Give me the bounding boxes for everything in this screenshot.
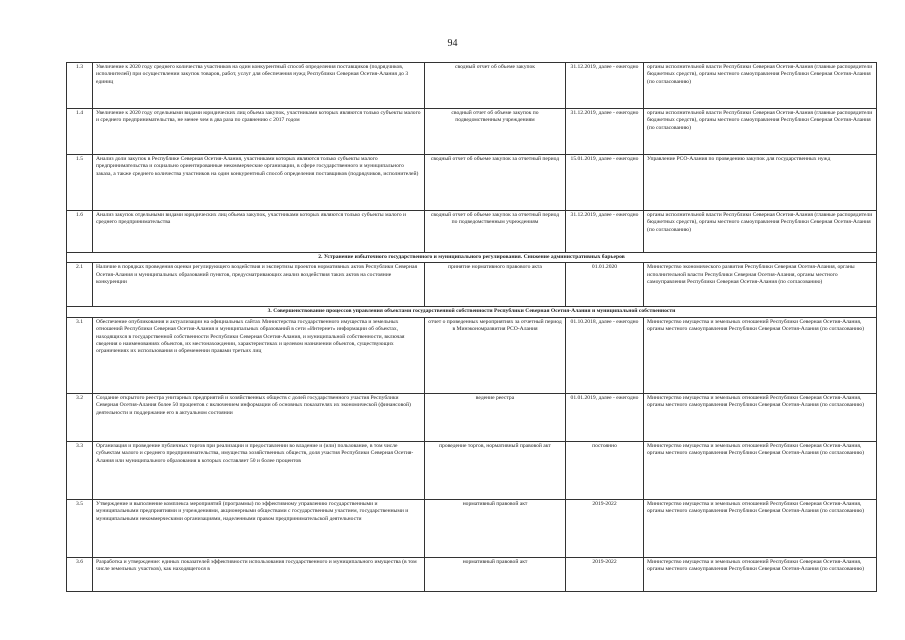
row-number: 1.3 <box>67 63 93 109</box>
deadline: 31.12.2019, далее - ежегодно <box>566 63 644 109</box>
table-row <box>67 441 877 499</box>
responsible-executors: органы исполнительной власти Республики Северная Осетия-Алания (главные распорядители бюджетных средств), органы местного самоуправления Республики Северная Осетия-Алания (по согласованию) <box>644 63 877 109</box>
measure-text: Утверждение и выполнение комплекса мероприятий (программы) по эффективному управлению государственными и муниципальными предприятиями и учреждениями, акционерными обществами с государственным участием, государственными и муниципальными некоммерческими организациями, наделенными правом предпринимательской деятельности <box>93 499 425 557</box>
section-header-row <box>67 253 877 263</box>
table-row <box>67 393 877 441</box>
table-row <box>67 155 877 211</box>
completion-form: нормативный правовой акт <box>425 499 566 557</box>
page-number: 94 <box>447 38 458 49</box>
deadline: 01.01.2020 <box>566 263 644 307</box>
row-number: 3.1 <box>67 317 93 393</box>
row-number: 3.2 <box>67 393 93 441</box>
plan-table <box>66 62 877 592</box>
completion-form: ведение реестра <box>425 393 566 441</box>
responsible-executors: Министерство имущества и земельных отношений Республики Северная Осетия-Алания, органы местного самоуправления Республики Северная Осетия-Алания (по согласованию) <box>644 441 877 499</box>
measure-text: Разработка и утверждение: единых показателей эффективности использования государственного и муниципального имущества (в том числе земельных участков), как находящегося в <box>93 557 425 591</box>
deadline: 01.10.2018, далее - ежегодно <box>566 317 644 393</box>
row-number: 1.5 <box>67 155 93 211</box>
responsible-executors: Управление РСО-Алания по проведению закупок для государственных нужд <box>644 155 877 211</box>
row-number: 3.3 <box>67 441 93 499</box>
measure-text: Создание открытого реестра унитарных предприятий и хозяйственных обществ с долей государственного участия Республики Северная Осетия-Алания более 50 процентов с включением информации об основных показателях их экономической (финансовой) деятельности и поддержание его в актуальном состоянии <box>93 393 425 441</box>
measure-text: Увеличение к 2020 году отдельными видами юридических лиц объема закупок, участниками которых являются только субъекты малого и среднего предпринимательства, не менее чем в два раза по сравнению с 2017 годом <box>93 109 425 155</box>
row-number: 3.6 <box>67 557 93 591</box>
measure-text: Обеспечение опубликования и актуализации на официальных сайтах Министерства государственного имущества и земельных отношений Республики Северная Осетия-Алания и муниципальных образований в сети «Интернет» информации об объектах, находящихся в государственной собственности Республики Северная Осетия-Алания, и муниципальной собственности, включая сведения о наименованиях объектов, их местонахождении, характеристиках и целевом назначении объектов, существующих ограничениях их использования и обременении правами третьих лиц <box>93 317 425 393</box>
table-row <box>67 211 877 253</box>
deadline: 15.01.2019, далее - ежегодно <box>566 155 644 211</box>
responsible-executors: Министерство имущества и земельных отношений Республики Северная Осетия-Алания, органы местного самоуправления Республики Северная Осетия-Алания (по согласованию) <box>644 557 877 591</box>
table-row <box>67 317 877 393</box>
completion-form: нормативный правовой акт <box>425 557 566 591</box>
measure-text: Анализ закупок отдельными видами юридических лиц объема закупок, участниками которых являются только субъекты малого и среднего предпринимательства <box>93 211 425 253</box>
completion-form: сводный отчет об объеме закупок <box>425 63 566 109</box>
table-row <box>67 263 877 307</box>
completion-form: принятие нормативного правового акта <box>425 263 566 307</box>
responsible-executors: Министерство имущества и земельных отношений Республики Северная Осетия-Алания, органы местного самоуправления Республики Северная Осетия-Алания (по согласованию) <box>644 393 877 441</box>
responsible-executors: Министерство имущества и земельных отношений Республики Северная Осетия-Алания, органы местного самоуправления Республики Северная Осетия-Алания (по согласованию) <box>644 317 877 393</box>
responsible-executors: Министерство имущества и земельных отношений Республики Северная Осетия-Алания, органы местного самоуправления Республики Северная Осетия-Алания (по согласованию) <box>644 499 877 557</box>
completion-form: отчет о проведенных мероприятиях за отчетный период в Минэкономразвития РСО-Алания <box>425 317 566 393</box>
completion-form: сводный отчет об объеме закупок за отчетный период <box>425 155 566 211</box>
table-row <box>67 557 877 591</box>
section-title: 3. Совершенствование процессов управления объектами государственной собственности Республики Северная Осетия-Алания и муниципальной собственности <box>67 307 877 317</box>
deadline: 31.12.2019, далее - ежегодно <box>566 211 644 253</box>
measure-text: Анализ доли закупок в Республике Северная Осетия-Алания, участниками которых являются только субъекты малого предпринимательства и социально ориентированные некоммерческие организации, в сфере государственного и муниципального заказа, а также среднего количества участников на один конкурентный способ определения поставщиков (подрядчиков, исполнителей) <box>93 155 425 211</box>
section-title: 2. Устранение избыточного государственного и муниципального регулирования. Снижение административных барьеров <box>67 253 877 263</box>
completion-form: проведение торгов, нормативный правовой акт <box>425 441 566 499</box>
row-number: 2.1 <box>67 263 93 307</box>
responsible-executors: органы исполнительной власти Республики Северная Осетия-Алания (главные распорядители бюджетных средств), органы местного самоуправления Республики Северная Осетия-Алания (по согласованию) <box>644 109 877 155</box>
deadline: 2019-2022 <box>566 499 644 557</box>
row-number: 3.5 <box>67 499 93 557</box>
row-number: 1.6 <box>67 211 93 253</box>
deadline: 31.12.2019, далее - ежегодно <box>566 109 644 155</box>
deadline: постоянно <box>566 441 644 499</box>
row-number: 1.4 <box>67 109 93 155</box>
table-row <box>67 109 877 155</box>
measure-text: Увеличение к 2020 году среднего количества участников на один конкурентный способ определения поставщиков (подрядчиков, исполнителей) при осуществлении закупок товаров, работ, услуг для обеспечения нужд Республики Северная Осетия-Алания до 3 единиц <box>93 63 425 109</box>
completion-form: сводный отчет об объеме закупок за отчетный период по подведомственным учреждениям <box>425 211 566 253</box>
table-row <box>67 499 877 557</box>
measure-text: Наличие в порядках проведения оценки регулирующего воздействия и экспертизы проектов нормативных актов Республики Северная Осетия-Алания и муниципальных образований пунктов, предусматривающих анализ воздействия таких актов на состояние конкуренции <box>93 263 425 307</box>
completion-form: сводный отчет об объеме закупок по подведомственным учреждениям <box>425 109 566 155</box>
responsible-executors: Министерство экономического развития Республики Северная Осетия-Алания, органы исполнительной власти Республики Северная Осетия-Алания, органы местного самоуправления Республики Северная Осетия-Алания (по согласованию) <box>644 263 877 307</box>
deadline: 01.01.2019, далее - ежегодно <box>566 393 644 441</box>
table-row <box>67 63 877 109</box>
section-header-row <box>67 307 877 317</box>
measure-text: Организация и проведение публичных торгов при реализации и предоставлении во владение и (или) пользование, в том числе субъектам малого и среднего предпринимательства, имущества хозяйственных обществ, доля участия Республики Северная Осетия-Алания или муниципального образования в которых составляет 50 и более процентов <box>93 441 425 499</box>
deadline: 2019-2022 <box>566 557 644 591</box>
responsible-executors: органы исполнительной власти Республики Северная Осетия-Алания (главные распорядители бюджетных средств), органы местного самоуправления Республики Северная Осетия-Алания (по согласованию) <box>644 211 877 253</box>
